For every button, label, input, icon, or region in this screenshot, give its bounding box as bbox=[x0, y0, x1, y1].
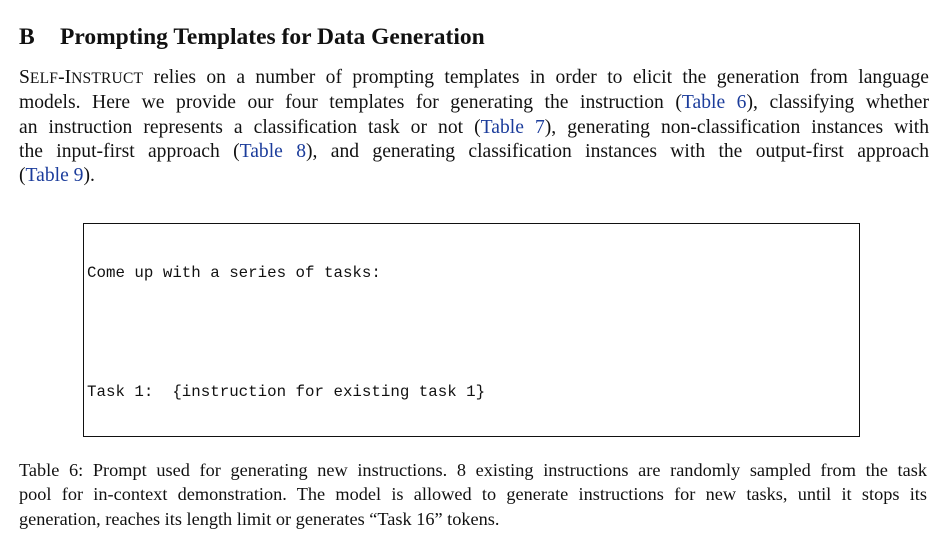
ref-table-9-link[interactable]: Table 9 bbox=[25, 165, 84, 187]
section-title: Prompting Templates for Data Generation bbox=[60, 24, 485, 50]
caption-line-3: generation, reaches its length limit or generates “Task 16” tokens. bbox=[19, 508, 500, 529]
prompt-task-line: Task 1: {instruction for existing task 1} bbox=[87, 382, 486, 401]
self-instruct-name: SELF-INSTRUCT bbox=[19, 67, 144, 88]
ref-table-6-link[interactable]: Table 6 bbox=[681, 92, 747, 114]
intro-paragraph bbox=[19, 66, 929, 188]
prompt-blank-line bbox=[87, 323, 859, 343]
prompt-header: Come up with a series of tasks: bbox=[87, 263, 381, 282]
section-number: B bbox=[19, 24, 35, 50]
section-heading bbox=[19, 22, 485, 52]
ref-table-8-link[interactable]: Table 8 bbox=[239, 140, 307, 162]
table-caption bbox=[19, 458, 927, 531]
intro-line-4: the input-first approach (Table 8), and generating classification instances with the output-first approach bbox=[19, 140, 930, 162]
ref-table-7-link[interactable]: Table 7 bbox=[480, 116, 545, 138]
intro-line-2: models. Here we provide our four templates for generating the instruction (Table 6), classifying whether bbox=[19, 92, 929, 114]
caption-line-1: Table 6: Prompt used for generating new instructions. 8 existing instructions are randomly sampled from the task bbox=[19, 460, 927, 480]
intro-line-5: (Table 9). bbox=[19, 165, 95, 187]
caption-line-2: pool for in-context demonstration. The model is allowed to generate instructions for new tasks, until it stops its bbox=[19, 484, 927, 505]
intro-line-3: an instruction represents a classification task or not (Table 7), generating non-classification instances with bbox=[19, 116, 930, 138]
prompt-template-box bbox=[83, 223, 860, 437]
intro-line-1: SELF-INSTRUCT relies on a number of prompting templates in order to elicit the generation from language bbox=[19, 67, 929, 88]
